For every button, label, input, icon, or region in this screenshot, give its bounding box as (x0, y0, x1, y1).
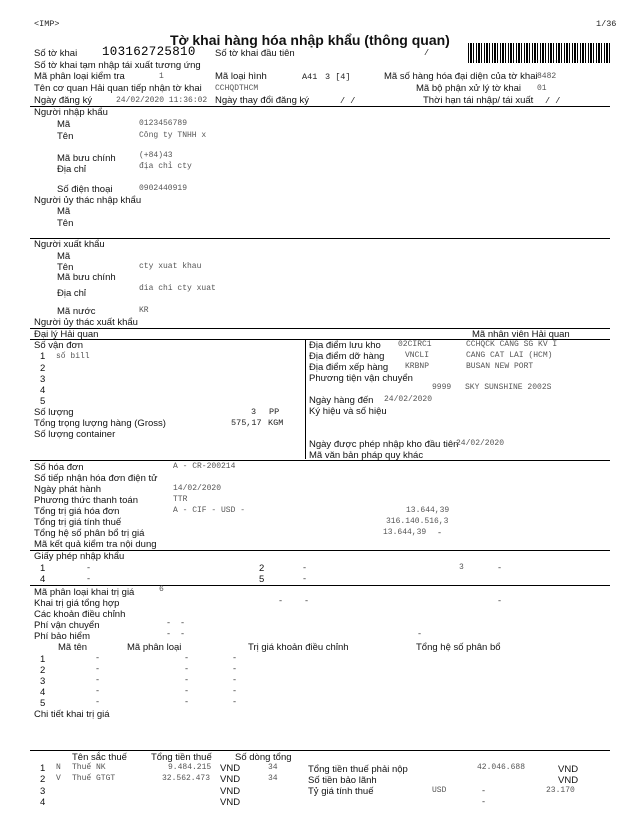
do-hang-code: VNCLI (405, 351, 430, 360)
tong-phai-nop-currency: VND (558, 764, 579, 775)
tax-row-2-amount: 32.562.473 (162, 774, 211, 783)
permit-row-1-num: 1 (40, 563, 46, 574)
so-tiep-nhan-label: Số tiếp nhận hóa đơn điện tử (34, 473, 158, 484)
ty-gia-dash-2: - (481, 797, 487, 807)
tax-row-1-amount: 9.484.215 (168, 763, 212, 772)
val-row-3-c2: - (184, 675, 190, 685)
ma-bo-phan-label: Mã bộ phận xử lý tờ khai (416, 83, 522, 94)
divider (30, 750, 610, 751)
permit-row-1-value: - (86, 563, 92, 573)
permit-row-5-value: - (302, 574, 308, 584)
tong-hd-label: Tổng trị giá hóa đơn (34, 506, 120, 517)
importer-section-title: Người nhập khẩu (34, 107, 108, 118)
val-row-3-c3: - (232, 675, 238, 685)
val-row-1-num: 1 (40, 654, 46, 665)
ngay-thay-doi-label: Ngày thay đổi đăng ký (215, 95, 310, 106)
tax-row-2-lines: 34 (268, 774, 278, 783)
tax-row-2-num: 2 (40, 774, 46, 785)
tong-phai-nop-label: Tổng tiền thuế phải nộp (308, 764, 408, 775)
col-tong-he-so: Tổng hệ số phân bổ (416, 642, 501, 653)
tax-row-1-lines: 34 (268, 763, 278, 772)
entrust-section-title: Người ủy thác nhập khẩu (34, 195, 142, 206)
ty-gia-label: Tỷ giá tính thuế (308, 786, 374, 797)
entrust-ma-label: Mã (57, 206, 71, 217)
van-don-row-4-num: 4 (40, 385, 46, 396)
ma-pl-khai-tri-gia-label: Mã phân loại khai trị giá (34, 587, 135, 598)
importer-ten-value: Công ty TNHH x (139, 131, 207, 140)
tong-tl-label: Tổng trọng lượng hàng (Gross) (34, 418, 166, 429)
ngay-thay-doi-value: / / (340, 96, 356, 106)
tong-hs-dash: - (437, 528, 443, 538)
so-container-label: Số lượng container (34, 429, 116, 440)
importer-ma-value: 0123456789 (139, 119, 188, 128)
bao-lanh-label: Số tiền bảo lãnh (308, 775, 377, 786)
exporter-ten-label: Tên (57, 262, 74, 273)
col-tri-gia-dieu-chinh: Trị giá khoản điều chỉnh (248, 642, 349, 653)
permits-label: Giấy phép nhập khẩu (34, 551, 125, 562)
tax-row-1-name: Thuế NK (72, 763, 106, 772)
importer-ma-buu-chinh-label: Mã bưu chính (57, 153, 116, 164)
phi-vc-label: Phí vận chuyển (34, 620, 100, 631)
van-don-label: Số vận đơn (34, 340, 84, 351)
khai-tong-hop-dash-2: - (304, 596, 310, 606)
ma-kq-label: Mã kết quả kiểm tra nội dung (34, 539, 157, 550)
permit-row-3-value: - (497, 563, 503, 573)
permit-row-3-num: 3 (459, 563, 464, 572)
exporter-ma-nuoc-value: KR (139, 306, 149, 315)
importer-dia-chi-value: địa chỉ cty (139, 162, 192, 171)
ty-gia-value: 23.170 (546, 786, 575, 795)
chi-tiet-label: Chi tiết khai trị giá (34, 709, 110, 720)
tax-row-4-num: 4 (40, 797, 46, 808)
ngay-ph-value: 14/02/2020 (173, 484, 222, 493)
val-row-5-c3: - (232, 697, 238, 707)
thoi-han-label: Thời hạn tái nhập/ tái xuất (423, 95, 534, 106)
export-entrust-label: Người ủy thác xuất khẩu (34, 317, 138, 328)
agent-label: Đại lý Hải quan (34, 329, 99, 340)
exporter-ten-value: cty xuat khau (139, 262, 202, 271)
pt-tt-label: Phương thức thanh toán (34, 495, 138, 506)
ma-phan-loai-label: Mã phân loại kiểm tra (34, 71, 125, 82)
so-tk-tam-label: Số tờ khai tạm nhập tái xuất tương ứng (34, 60, 201, 71)
ky-hieu-label: Ký hiệu và số hiệu (309, 406, 387, 417)
do-hang-label: Địa điểm dỡ hàng (309, 351, 385, 362)
van-don-row-2-num: 2 (40, 363, 46, 374)
importer-ma-buu-chinh-value: (+84)43 (139, 151, 173, 160)
exporter-section-title: Người xuất khẩu (34, 239, 105, 250)
val-row-3-c1: - (95, 675, 101, 685)
col-so-dong-tong: Số dòng tổng (235, 752, 292, 763)
divider (30, 106, 610, 107)
so-to-khai-value: 103162725810 (102, 45, 196, 59)
so-hd-label: Số hóa đơn (34, 462, 84, 473)
val-row-1-c1: - (95, 653, 101, 663)
val-row-4-c1: - (95, 686, 101, 696)
phi-vc-dash-1: - (166, 618, 172, 628)
ngay-den-label: Ngày hàng đến (309, 395, 374, 406)
exporter-dia-chi-label: Địa chỉ (57, 288, 87, 299)
so-luong-unit: PP (269, 407, 280, 417)
phuong-tien-code: 9999 (432, 383, 452, 392)
val-row-5-c1: - (95, 697, 101, 707)
so-to-khai-label: Số tờ khai (34, 48, 78, 59)
val-row-1-c3: - (232, 653, 238, 663)
tax-row-3-num: 3 (40, 786, 46, 797)
tax-row-1-code: N (56, 763, 61, 772)
entrust-ten-label: Tên (57, 218, 74, 229)
pt-tt-value: TTR (173, 495, 188, 504)
tong-hd-value: 13.644,39 (406, 506, 450, 515)
phi-bh-dash-2: - (180, 629, 186, 639)
tax-row-2-code: V (56, 774, 61, 783)
so-hd-value: A - CR-200214 (173, 462, 236, 471)
ma-loai-hinh-value: A41 (302, 72, 318, 82)
exporter-dia-chi-value: dia chi cty xuat (139, 284, 216, 293)
khai-tong-hop-label: Khai trị giá tổng hợp (34, 598, 120, 609)
tax-row-3-currency: VND (220, 786, 241, 797)
tax-row-1-currency: VND (220, 763, 241, 774)
officer-label: Mã nhân viên Hải quan (472, 329, 570, 340)
thoi-han-value: / / (545, 96, 561, 106)
importer-dien-thoai-label: Số điện thoại (57, 184, 113, 195)
luu-kho-name: CCHQCK CANG SG KV I (466, 340, 558, 349)
col-ma-phan-loai: Mã phân loại (127, 642, 182, 653)
van-don-row-1-num: 1 (40, 351, 46, 362)
cac-khoan-label: Các khoản điều chỉnh (34, 609, 126, 620)
tax-row-1-num: 1 (40, 763, 46, 774)
tong-hs-label: Tổng hệ số phân bổ trị giá (34, 528, 145, 539)
khai-tong-hop-dash-1: - (278, 596, 284, 606)
barcode (468, 43, 610, 63)
xep-hang-name: BUSAN NEW PORT (466, 362, 534, 371)
page-number: 1/36 (596, 19, 617, 29)
phuong-tien-name: SKY SUNSHINE 2002S (465, 383, 552, 392)
phi-bh-label: Phí bảo hiểm (34, 631, 90, 642)
ma-loai-hinh-value-2: 3 [4] (325, 72, 351, 82)
val-row-1-c2: - (184, 653, 190, 663)
exporter-ma-nuoc-label: Mã nước (57, 306, 96, 317)
phuong-tien-label: Phương tiện vận chuyển (309, 373, 413, 384)
tong-tt-label: Tổng trị giá tính thuế (34, 517, 122, 528)
importer-dien-thoai-value: 0902440919 (139, 184, 188, 193)
van-don-row-1-value: số bill (56, 352, 90, 361)
ngay-ph-label: Ngày phát hành (34, 484, 102, 495)
tax-row-2-name: Thuế GTGT (72, 774, 116, 783)
permit-row-2-value: - (302, 563, 308, 573)
val-row-2-c3: - (232, 664, 238, 674)
ma-so-hh-label: Mã số hàng hóa đại diện của tờ khai (384, 71, 538, 82)
ma-so-hh-value: 8482 (537, 72, 557, 81)
phi-bh-dash-3: - (417, 629, 423, 639)
exporter-ma-buu-chinh-label: Mã bưu chính (57, 272, 116, 283)
permit-row-4-num: 4 (40, 574, 46, 585)
permit-row-2-num: 2 (259, 563, 265, 574)
col-tong-tien-thue: Tổng tiền thuế (151, 752, 212, 763)
importer-ma-label: Mã (57, 119, 71, 130)
ngay-dk-label: Ngày đăng ký (34, 95, 93, 106)
ngay-phep-label: Ngày được phép nhập kho đầu tiên (309, 439, 459, 450)
tong-tt-value: 316.140.516,3 (386, 517, 449, 526)
divider (30, 238, 610, 239)
tax-row-2-currency: VND (220, 774, 241, 785)
divider (30, 585, 610, 586)
ngay-den-value: 24/02/2020 (384, 395, 433, 404)
val-row-2-num: 2 (40, 665, 46, 676)
ma-pl-khai-tri-gia-value: 6 (159, 585, 164, 594)
permit-row-5-num: 5 (259, 574, 265, 585)
ten-cq-value: CCHQDTHCM (215, 84, 259, 93)
column-divider (305, 339, 306, 459)
so-luong-label: Số lượng (34, 407, 74, 418)
divider (30, 460, 610, 461)
tong-tl-value: 575,17 (231, 418, 262, 428)
so-tk-dau-tien-label: Số tờ khai đầu tiên (215, 48, 295, 59)
val-row-4-c2: - (184, 686, 190, 696)
xep-hang-label: Địa điểm xếp hàng (309, 362, 389, 373)
val-row-2-c1: - (95, 664, 101, 674)
page-title: Tờ khai hàng hóa nhập khẩu (thông quan) (170, 32, 450, 48)
luu-kho-label: Địa điểm lưu kho (309, 340, 381, 351)
ty-gia-dash: - (481, 786, 487, 796)
val-row-4-num: 4 (40, 687, 46, 698)
tong-phai-nop-value: 42.046.688 (477, 763, 526, 772)
van-don-row-3-num: 3 (40, 374, 46, 385)
ma-loai-hinh-label: Mã loại hình (215, 71, 267, 82)
khai-tong-hop-dash-3: - (497, 596, 503, 606)
ma-phan-loai-value: 1 (159, 72, 164, 81)
do-hang-name: CANG CAT LAI (HCM) (466, 351, 553, 360)
val-row-5-num: 5 (40, 698, 46, 709)
ngay-dk-value: 24/02/2020 11:36:02 (116, 96, 208, 105)
form-code: <IMP> (34, 19, 60, 29)
bao-lanh-currency: VND (558, 775, 579, 786)
luu-kho-code: 02CIRC1 (398, 340, 432, 349)
ngay-phep-value: 24/02/2020 (456, 439, 505, 448)
van-don-row-5-num: 5 (40, 396, 46, 407)
importer-ten-label: Tên (57, 131, 74, 142)
ma-bo-phan-value: 01 (537, 84, 547, 93)
val-row-2-c2: - (184, 664, 190, 674)
importer-dia-chi-label: Địa chỉ (57, 164, 87, 175)
so-tk-dau-tien-value: / (424, 48, 430, 58)
val-row-3-num: 3 (40, 676, 46, 687)
so-luong-value: 3 (251, 407, 257, 417)
ten-cq-label: Tên cơ quan Hải quan tiếp nhận tờ khai (34, 83, 202, 94)
col-ma-ten: Mã tên (58, 642, 88, 653)
exporter-ma-label: Mã (57, 251, 71, 262)
tong-hs-value: 13.644,39 (383, 528, 427, 537)
ty-gia-currency: USD (432, 786, 447, 795)
phi-vc-dash-2: - (180, 618, 186, 628)
col-ten-sac-thue: Tên sắc thuế (72, 752, 127, 763)
tong-tl-unit: KGM (268, 418, 284, 428)
tax-row-4-currency: VND (220, 797, 241, 808)
permit-row-4-value: - (86, 574, 92, 584)
phi-bh-dash-1: - (166, 629, 172, 639)
val-row-5-c2: - (184, 697, 190, 707)
ma-vb-label: Mã văn bản pháp quy khác (309, 450, 424, 461)
val-row-4-c3: - (232, 686, 238, 696)
tong-hd-code: A - CIF - USD - (173, 506, 246, 515)
xep-hang-code: KRBNP (405, 362, 430, 371)
